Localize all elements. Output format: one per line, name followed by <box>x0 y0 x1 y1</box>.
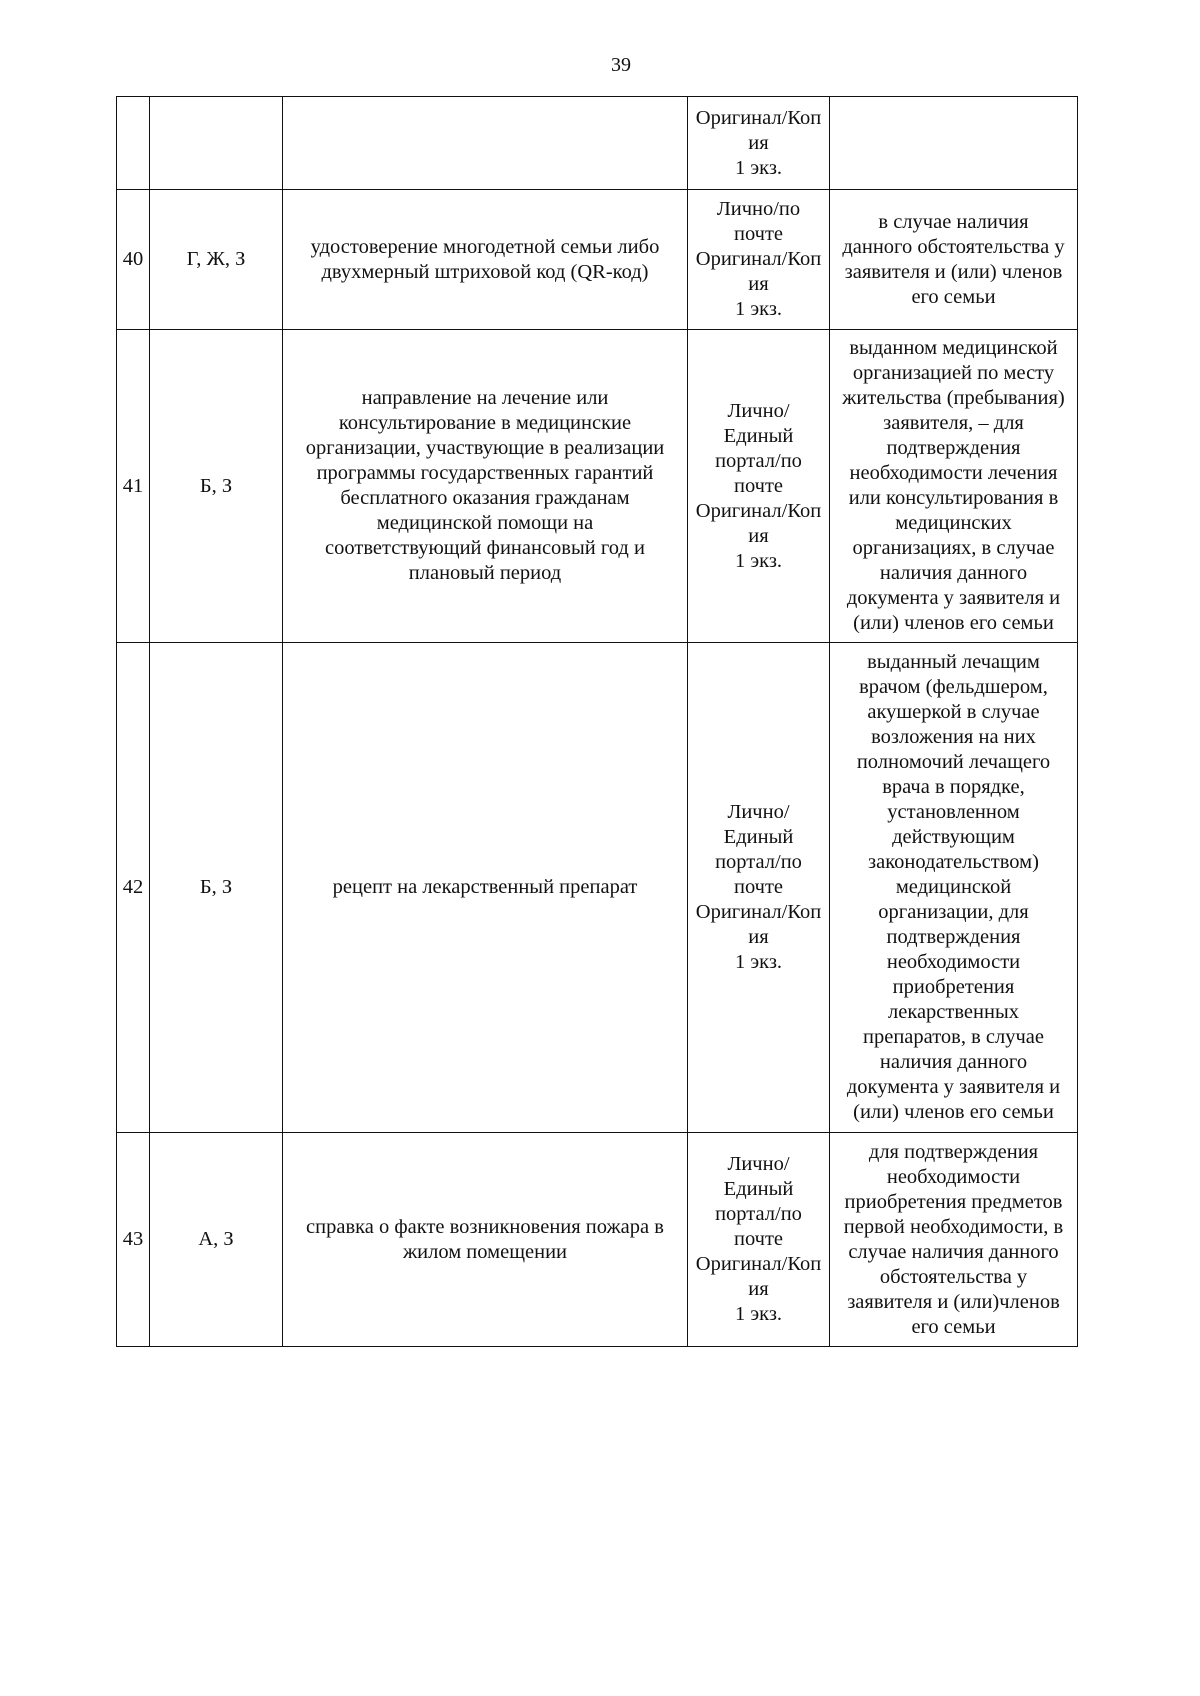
cell-text-line: ия <box>748 524 769 547</box>
submission-form-cell <box>688 1133 830 1347</box>
row-number-cell <box>117 97 150 190</box>
cell-text-line: бесплатного оказания гражданам <box>340 487 630 509</box>
page-number: 39 <box>611 54 631 76</box>
cell-text-line: заявителя и (или)членов <box>847 1290 1060 1313</box>
cell-text-line: документа у заявителя и <box>846 587 1061 609</box>
document-name-cell <box>283 330 688 643</box>
cell-text-line: его семьи <box>911 1315 996 1338</box>
category-codes-cell: Б, З <box>150 643 283 1133</box>
documents-table <box>116 96 1078 1347</box>
category-codes-cell <box>150 97 283 190</box>
cell-text-line: почте <box>733 223 784 245</box>
cell-text-line: Оригинал/Коп <box>695 106 822 129</box>
cell-text-line: почте <box>733 876 784 898</box>
cell-text-line: 1 экз. <box>734 549 783 572</box>
cell-text-line: почте <box>733 474 784 497</box>
document-name-cell <box>283 190 688 330</box>
cell-text-line: почте <box>733 1228 784 1250</box>
cell-text-line: ия <box>748 273 769 295</box>
cell-text-line: плановый период <box>408 562 562 584</box>
row-number-cell: 41 <box>117 330 150 643</box>
note-cell <box>830 643 1078 1133</box>
note-cell <box>830 190 1078 330</box>
cell-text-line: 1 экз. <box>734 156 783 179</box>
cell-text-line: жительства (пребывания) <box>842 387 1065 409</box>
cell-text-line: портал/по <box>715 1203 802 1225</box>
cell-text-line: необходимости <box>886 1165 1021 1188</box>
cell-text-line: приобретения предметов <box>844 1190 1063 1213</box>
cell-text-line: акушеркой в случае <box>867 701 1040 723</box>
cell-text-line: направление на лечение или <box>361 387 609 409</box>
submission-form-cell <box>688 330 830 643</box>
category-codes-cell: А, З <box>150 1133 283 1347</box>
cell-text-line: полномочий лечащего <box>856 751 1051 773</box>
cell-text-line: соответствующий финансовый год и <box>325 537 645 559</box>
cell-text-line: Лично/по <box>716 198 801 220</box>
cell-text-line: Единый <box>723 826 794 848</box>
cell-text-line: Оригинал/Коп <box>695 1253 822 1275</box>
cell-text-line: установленном <box>887 801 1020 823</box>
cell-text-line: заявителя, – для <box>883 412 1024 434</box>
submission-form-cell <box>688 190 830 330</box>
cell-text-line: ия <box>748 1278 769 1300</box>
cell-text-line: Лично/ <box>727 1153 790 1175</box>
cell-text-line: удостоверение многодетной семьи либо <box>310 235 660 258</box>
cell-text-line: его семьи <box>911 285 996 308</box>
table-row <box>117 1133 1078 1347</box>
cell-text-line: возложения на них <box>871 726 1036 748</box>
cell-text-line: Единый <box>723 424 794 447</box>
cell-text-line: двухмерный штриховой код (QR-код) <box>321 260 649 283</box>
cell-text-line: лекарственных <box>887 1001 1019 1023</box>
cell-text-line: справка о факте возникновения пожара в <box>306 1215 664 1238</box>
cell-text-line: заявителя и (или) членов <box>844 260 1063 283</box>
cell-text-line: обстоятельства у <box>879 1265 1028 1288</box>
note-cell <box>830 97 1078 190</box>
document-name-cell <box>283 97 688 190</box>
cell-text-line: законодательством) <box>868 851 1039 873</box>
cell-text-line: организации, для <box>878 901 1029 923</box>
cell-text-line: программы государственных гарантий <box>316 462 654 484</box>
cell-text-line: (или) членов его семьи <box>853 612 1054 634</box>
cell-text-line: наличия данного <box>879 1051 1028 1073</box>
cell-text-line: необходимости <box>886 951 1021 973</box>
cell-text-line: Единый <box>723 1178 794 1200</box>
cell-text-line: рецепт на лекарственный препарат <box>332 876 638 898</box>
cell-text-line: медицинских <box>895 512 1012 534</box>
cell-text-line: организацией по месту <box>852 362 1055 384</box>
cell-text-line: или консультирования в <box>848 487 1059 509</box>
cell-text-line: случае наличия данного <box>848 1240 1059 1263</box>
cell-text-line: в случае наличия <box>878 210 1029 233</box>
cell-text-line: (или) членов его семьи <box>853 1101 1054 1123</box>
note-cell <box>830 330 1078 643</box>
cell-text-line: Оригинал/Коп <box>695 499 822 522</box>
submission-form-cell <box>688 643 830 1133</box>
cell-text-line: портал/по <box>715 851 802 873</box>
cell-text-line: для подтверждения <box>868 1140 1039 1163</box>
cell-text-line: действующим <box>892 826 1015 848</box>
cell-text-line: подтверждения <box>886 926 1021 948</box>
cell-text-line: Лично/ <box>727 399 790 422</box>
document-name-cell <box>283 643 688 1133</box>
row-number-cell: 42 <box>117 643 150 1133</box>
row-number-cell: 43 <box>117 1133 150 1347</box>
cell-text-line: данного обстоятельства у <box>842 235 1065 258</box>
cell-text-line: 1 экз. <box>734 951 783 973</box>
cell-text-line: наличия данного <box>879 562 1028 584</box>
row-number-cell: 40 <box>117 190 150 330</box>
table-row <box>117 190 1078 330</box>
category-codes-cell: Б, З <box>150 330 283 643</box>
cell-text-line: портал/по <box>715 449 802 472</box>
table-row <box>117 643 1078 1133</box>
cell-text-line: Лично/ <box>727 801 790 823</box>
cell-text-line: выданный лечащим <box>867 651 1040 673</box>
cell-text-line: ия <box>748 131 769 154</box>
cell-text-line: консультирование в медицинские <box>338 412 632 434</box>
cell-text-line: 1 экз. <box>734 298 783 320</box>
cell-text-line: необходимости лечения <box>849 462 1058 484</box>
category-codes-cell: Г, Ж, З <box>150 190 283 330</box>
cell-text-line: документа у заявителя и <box>846 1076 1061 1098</box>
cell-text-line: Оригинал/Коп <box>695 248 822 270</box>
cell-text-line: организации, участвующие в реализации <box>305 437 665 459</box>
cell-text-line: медицинской <box>895 876 1012 898</box>
cell-text-line: жилом помещении <box>402 1240 568 1263</box>
cell-text-line: ия <box>748 926 769 948</box>
table-row <box>117 97 1078 190</box>
cell-text-line: 1 экз. <box>734 1303 783 1325</box>
cell-text-line: подтверждения <box>886 437 1021 459</box>
table-row <box>117 330 1078 643</box>
cell-text-line: приобретения <box>892 976 1015 998</box>
cell-text-line: врача в порядке, <box>882 776 1025 798</box>
cell-text-line: Оригинал/Коп <box>695 901 822 923</box>
cell-text-line: врачом (фельдшером, <box>859 676 1048 698</box>
cell-text-line: организациях, в случае <box>852 537 1055 559</box>
cell-text-line: первой необходимости, в <box>843 1215 1064 1238</box>
cell-text-line: препаратов, в случае <box>863 1026 1044 1048</box>
note-cell <box>830 1133 1078 1347</box>
cell-text-line: медицинской помощи на <box>376 512 594 534</box>
cell-text-line: выданном медицинской <box>849 337 1058 359</box>
submission-form-cell <box>688 97 830 190</box>
document-name-cell <box>283 1133 688 1347</box>
